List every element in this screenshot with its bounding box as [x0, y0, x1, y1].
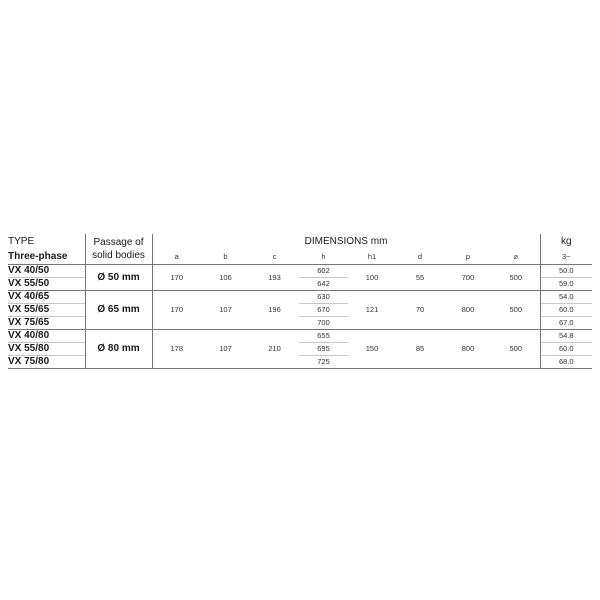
kg-cell: 68.0: [540, 356, 592, 369]
b-cell: 106: [201, 265, 250, 291]
h1-cell: 121: [348, 291, 396, 330]
h-cell: 725: [299, 356, 348, 369]
table-row: [8, 330, 592, 343]
model-cell: VX 75/65: [8, 317, 85, 330]
h1-cell: 150: [348, 330, 396, 369]
h1-cell: 100: [348, 265, 396, 291]
passage-header-line2: solid bodies: [92, 250, 145, 261]
p-cell: 800: [444, 291, 492, 330]
col-diameter-header: ⌀: [513, 251, 519, 261]
table-row: [8, 265, 592, 278]
col-h1-header: h1: [367, 251, 377, 261]
col-phase-header: 3~: [540, 249, 592, 265]
h-cell: 655: [299, 330, 348, 343]
col-b-header: b: [223, 251, 228, 261]
d-cell: 85: [396, 330, 444, 369]
kg-cell: 59.0: [540, 278, 592, 291]
model-cell: VX 55/80: [8, 343, 85, 356]
a-cell: 170: [152, 265, 201, 291]
c-cell: 196: [250, 291, 299, 330]
header-row: [8, 234, 592, 249]
passage-header-line1: Passage of: [93, 237, 144, 248]
h-cell: 602: [299, 265, 348, 278]
model-cell: VX 40/80: [8, 330, 85, 343]
passage-cell: Ø 80 mm: [85, 330, 152, 369]
a-cell: 178: [152, 330, 201, 369]
diameter-cell: 500: [492, 265, 540, 291]
three-phase-header: Three-phase: [8, 250, 68, 262]
p-cell: 800: [444, 330, 492, 369]
model-cell: VX 55/65: [8, 304, 85, 317]
h-cell: 642: [299, 278, 348, 291]
kg-cell: 60.0: [540, 304, 592, 317]
col-d-header: d: [417, 251, 423, 261]
model-cell: VX 75/80: [8, 356, 85, 369]
kg-cell: 54.0: [540, 291, 592, 304]
h-cell: 695: [299, 343, 348, 356]
p-cell: 700: [444, 265, 492, 291]
kg-cell: 60.0: [540, 343, 592, 356]
model-cell: VX 55/50: [8, 278, 85, 291]
col-h-header: h: [321, 251, 326, 261]
kg-header: kg: [540, 234, 592, 249]
col-c-header: c: [272, 251, 277, 261]
col-a-header: a: [152, 249, 201, 265]
kg-cell: 50.0: [540, 265, 592, 278]
diameter-cell: 500: [492, 330, 540, 369]
a-cell: 170: [152, 291, 201, 330]
passage-header: [85, 234, 152, 265]
passage-cell: Ø 50 mm: [85, 265, 152, 291]
model-cell: VX 40/65: [8, 291, 85, 304]
d-cell: 70: [396, 291, 444, 330]
h-cell: 700: [299, 317, 348, 330]
dimensions-table: [8, 234, 592, 369]
d-cell: 55: [396, 265, 444, 291]
h-cell: 670: [299, 304, 348, 317]
h-cell: 630: [299, 291, 348, 304]
kg-cell: 54.8: [540, 330, 592, 343]
c-cell: 193: [250, 265, 299, 291]
passage-cell: Ø 65 mm: [85, 291, 152, 330]
model-cell: VX 40/50: [8, 265, 85, 278]
c-cell: 210: [250, 330, 299, 369]
col-p-header: p: [465, 251, 471, 261]
table-row: [8, 291, 592, 304]
kg-cell: 67.0: [540, 317, 592, 330]
type-header: TYPE: [8, 235, 35, 247]
dimensions-header: DIMENSIONS mm: [152, 234, 540, 249]
b-cell: 107: [201, 330, 250, 369]
diameter-cell: 500: [492, 291, 540, 330]
b-cell: 107: [201, 291, 250, 330]
